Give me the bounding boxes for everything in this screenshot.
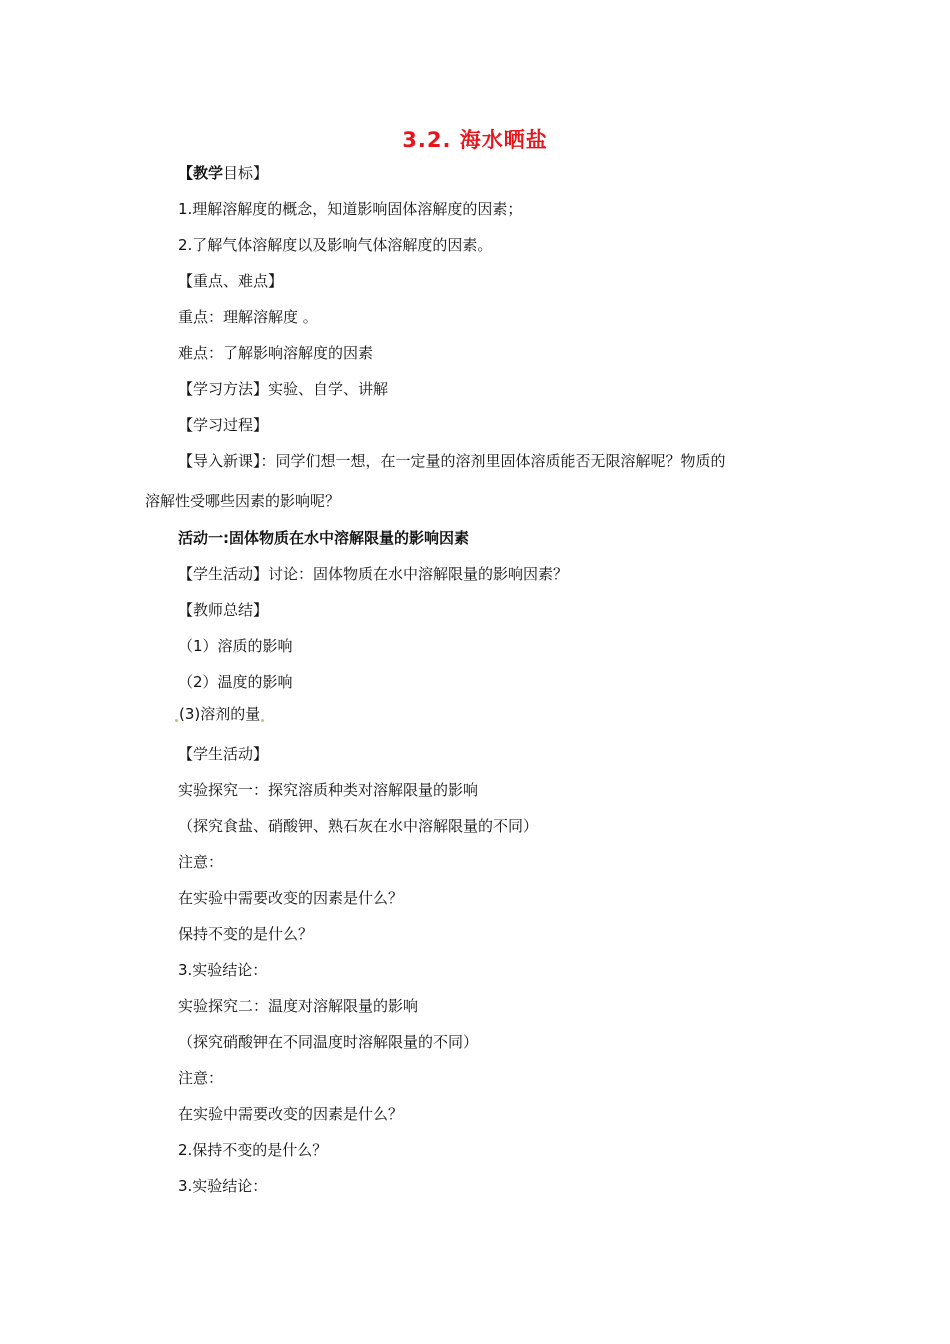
experiment-one-question-2: 保持不变的是什么？ [178, 925, 314, 943]
activity-one-heading: 活动一:固体物质在水中溶解限量的影响因素 [178, 529, 470, 547]
experiment-two-question-2: 2.保持不变的是什么？ [178, 1141, 328, 1159]
goal-1: 1.理解溶解度的概念，知道影响固体溶解度的因素； [178, 200, 523, 218]
experiment-two-title: 实验探究二：温度对溶解限量的影响 [178, 997, 419, 1015]
difficult-point: 难点：了解影响溶解度的因素 [178, 344, 374, 362]
edit-mark-icon [261, 719, 264, 722]
goal-2: 2.了解气体溶解度以及影响气体溶解度的因素。 [178, 236, 493, 254]
heading-bold-part: 【教学 [178, 164, 224, 182]
intro-paragraph-line-1: 【导入新课】：同学们想一想，在一定量的溶剂里固体溶质能否无限溶解呢？物质的 [178, 452, 726, 470]
experiment-one-title: 实验探究一：探究溶质种类对溶解限量的影响 [178, 781, 479, 799]
experiment-one-conclusion: 3.实验结论： [178, 961, 268, 979]
experiment-two-conclusion: 3.实验结论： [178, 1177, 268, 1195]
experiment-one-question-1: 在实验中需要改变的因素是什么？ [178, 889, 404, 907]
experiment-two-question-1: 在实验中需要改变的因素是什么？ [178, 1105, 404, 1123]
summary-item-3 [174, 704, 265, 724]
summary-item-1: （1）溶质的影响 [178, 637, 293, 655]
key-point: 重点：理解溶解度 。 [178, 308, 318, 326]
document-title: 3.2. 海水晒盐 [402, 128, 548, 152]
section-heading-learning-process: 【学习过程】 [178, 416, 269, 434]
experiment-two-note-label: 注意： [178, 1069, 224, 1087]
heading-rest: 目标】 [223, 164, 269, 182]
student-activity-discussion: 【学生活动】讨论：固体物质在水中溶解限量的影响因素？ [178, 565, 569, 583]
intro-paragraph-line-2: 溶解性受哪些因素的影响呢？ [145, 492, 341, 510]
edit-mark-icon [175, 719, 178, 722]
section-heading-key-points: 【重点、难点】 [178, 272, 284, 290]
summary-item-2: （2）温度的影响 [178, 673, 293, 691]
experiment-one-note-label: 注意： [178, 853, 224, 871]
student-activity-heading: 【学生活动】 [178, 745, 269, 763]
experiment-two-description: （探究硝酸钾在不同温度时溶解限量的不同） [178, 1033, 479, 1051]
section-heading-teaching-goals [178, 163, 268, 183]
teacher-summary-heading: 【教师总结】 [178, 601, 269, 619]
section-learning-method: 【学习方法】实验、自学、讲解 [178, 380, 389, 398]
experiment-one-description: （探究食盐、硝酸钾、熟石灰在水中溶解限量的不同） [178, 817, 539, 835]
summary-item-3-text: (3)溶剂的量 [179, 705, 261, 723]
